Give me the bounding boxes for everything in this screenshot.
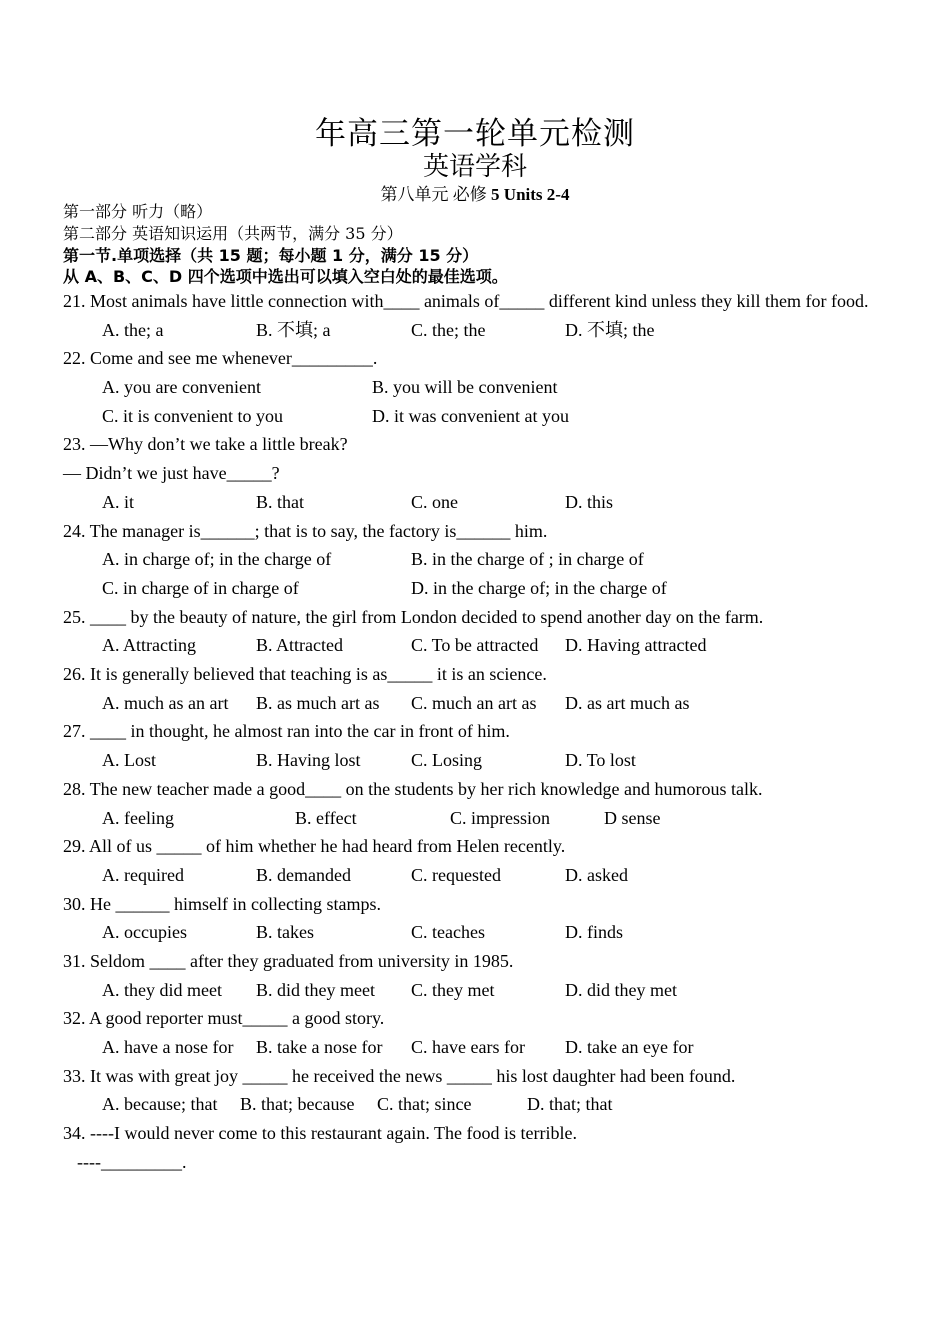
option-b: B. did they meet <box>256 979 375 1000</box>
question-32-stem: 32. A good reporter must_____ a good story. <box>63 1008 385 1029</box>
question-26-options <box>63 689 893 718</box>
question-27-stem: 27. ____ in thought, he almost ran into the car in front of him. <box>63 721 510 742</box>
option-a: A. they did meet <box>102 979 222 1000</box>
option-c: C. they met <box>411 979 495 1000</box>
option-a: A. Lost <box>102 750 156 771</box>
part2-heading: 第二部分 英语知识运用（共两节，满分 35 分） <box>63 224 403 243</box>
option-b: B. demanded <box>256 864 351 885</box>
unit-bold: 5 Units 2-4 <box>491 185 570 204</box>
option-d: D. in the charge of; in the charge of <box>411 577 667 598</box>
option-b: B. Attracted <box>256 635 343 656</box>
option-d: D. that; that <box>527 1094 613 1115</box>
option-d: D. finds <box>565 922 623 943</box>
question-29-stem: 29. All of us _____ of him whether he had heard from Helen recently. <box>63 836 566 857</box>
question-30-options <box>63 918 893 947</box>
option-c: C. much an art as <box>411 692 537 713</box>
question-34-stem: 34. ----I would never come to this restaurant again. The food is terrible. <box>63 1123 578 1144</box>
question-26-stem: 26. It is generally believed that teaching is as_____ it is an science. <box>63 664 547 685</box>
question-23-stem: 23. —Why don’t we take a little break? <box>63 434 348 455</box>
question-32-options <box>63 1033 893 1062</box>
option-a: A. you are convenient <box>102 377 261 398</box>
option-d: D sense <box>604 807 661 828</box>
question-31-options <box>63 976 893 1005</box>
question-23-stem-reply: — Didn’t we just have_____? <box>63 463 280 484</box>
option-b: B. you will be convenient <box>372 377 558 398</box>
option-a: A. Attracting <box>102 635 196 656</box>
option-c: C. To be attracted <box>411 635 539 656</box>
option-c: C. teaches <box>411 922 485 943</box>
option-c: C. have ears for <box>411 1037 525 1058</box>
question-30-stem: 30. He ______ himself in collecting stamps. <box>63 893 381 914</box>
question-24-options-row2 <box>63 574 893 603</box>
question-24-stem: 24. The manager is______; that is to say, the factory is______ him. <box>63 520 548 541</box>
option-c: C. impression <box>450 807 551 828</box>
instruction-text: 从 A、B、C、D 四个选项中选出可以填入空白处的最佳选项。 <box>63 267 508 286</box>
question-25-options <box>63 631 893 660</box>
option-c: C. in charge of in charge of <box>102 577 299 598</box>
option-a: A. feeling <box>102 807 174 828</box>
option-c: C. one <box>411 491 458 512</box>
option-b: B. effect <box>295 807 357 828</box>
option-a: A. occupies <box>102 922 187 943</box>
option-b: B. that; because <box>240 1094 355 1115</box>
question-22-options-row1 <box>63 373 893 402</box>
question-23-options <box>63 488 893 517</box>
questions-list <box>63 287 893 1177</box>
option-b: B. in the charge of ; in charge of <box>411 549 644 570</box>
option-b: B. take a nose for <box>256 1037 383 1058</box>
part1-heading: 第一部分 听力（略） <box>63 202 213 221</box>
option-b: B. takes <box>256 922 314 943</box>
question-29-options <box>63 861 893 890</box>
exam-title: 年高三第一轮单元检测 <box>315 116 635 152</box>
option-d: D. asked <box>565 864 628 885</box>
option-b: B. that <box>256 491 304 512</box>
option-a: A. because; that <box>102 1094 218 1115</box>
option-c: C. requested <box>411 864 501 885</box>
question-33-options <box>63 1090 893 1119</box>
option-d: D. this <box>565 491 614 512</box>
option-d: D. Having attracted <box>565 635 707 656</box>
question-21-stem: 21. Most animals have little connection with____ animals of_____ different kind unless they kill them for food. <box>63 291 869 311</box>
unit-prefix: 第八单元 必修 <box>380 185 487 204</box>
option-d: D. take an eye for <box>565 1037 694 1058</box>
question-27-options <box>63 746 893 775</box>
option-a: A. the; a <box>102 319 164 340</box>
option-a: A. required <box>102 864 184 885</box>
section1-heading: 第一节.单项选择（共 15 题；每小题 1 分，满分 15 分） <box>63 246 479 265</box>
option-d: D. did they met <box>565 979 677 1000</box>
option-c: C. the; the <box>411 319 486 340</box>
option-c: C. that; since <box>377 1094 472 1115</box>
option-a: A. it <box>102 491 135 512</box>
question-22-options-row2 <box>63 402 893 431</box>
option-b: B. 不填; a <box>256 319 331 340</box>
question-31-stem: 31. Seldom ____ after they graduated from university in 1985. <box>63 950 514 971</box>
question-21-options <box>63 316 893 345</box>
option-c: C. Losing <box>411 750 483 771</box>
question-28-options <box>63 804 893 833</box>
option-a: A. have a nose for <box>102 1037 234 1058</box>
option-b: B. Having lost <box>256 750 361 771</box>
option-c: C. it is convenient to you <box>102 405 283 426</box>
question-25-stem: 25. ____ by the beauty of nature, the girl from London decided to spend another day on the farm. <box>63 606 764 627</box>
question-22-stem: 22. Come and see me whenever_________. <box>63 348 378 369</box>
option-d: D. 不填; the <box>565 319 655 340</box>
subject-title: 英语学科 <box>422 152 527 182</box>
question-28-stem: 28. The new teacher made a good____ on the students by her rich knowledge and humorous talk. <box>63 778 763 799</box>
question-33-stem: 33. It was with great joy _____ he received the news _____ his lost daughter had been found. <box>63 1065 736 1086</box>
option-d: D. as art much as <box>565 692 690 713</box>
question-24-options-row1 <box>63 545 893 574</box>
option-d: D. it was convenient at you <box>372 405 569 426</box>
question-34-reply: ----_________. <box>77 1151 187 1172</box>
option-a: A. in charge of; in the charge of <box>102 549 332 570</box>
option-b: B. as much art as <box>256 692 380 713</box>
option-d: D. To lost <box>565 750 636 771</box>
option-a: A. much as an art <box>102 692 229 713</box>
